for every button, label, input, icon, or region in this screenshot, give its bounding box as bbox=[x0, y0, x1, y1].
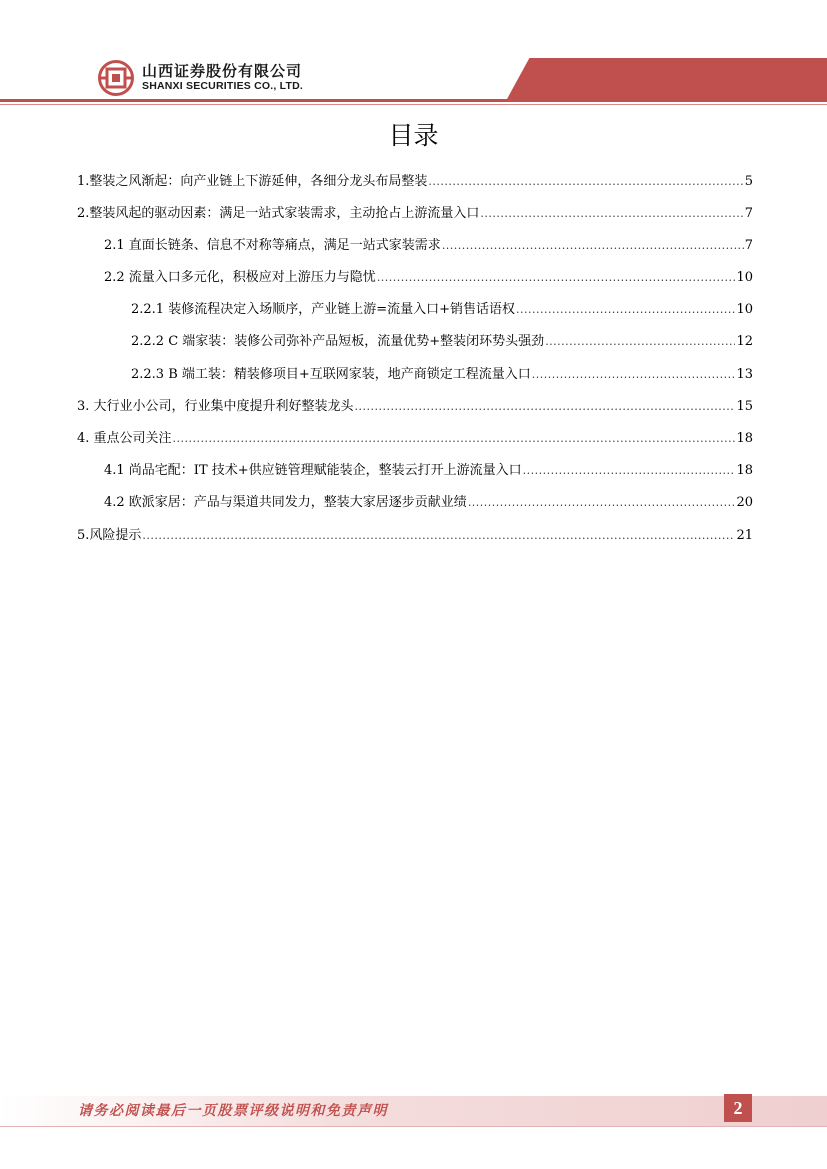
toc-leader-dots bbox=[516, 300, 735, 320]
toc-entry-page: 15 bbox=[736, 399, 753, 414]
toc-entry-page: 10 bbox=[736, 302, 753, 317]
company-logo bbox=[98, 58, 303, 98]
header-divider-thin bbox=[0, 104, 827, 105]
shanxi-securities-seal-icon bbox=[98, 60, 134, 96]
toc-entry-page: 18 bbox=[736, 463, 753, 478]
toc-entry-page: 12 bbox=[736, 334, 753, 349]
toc-entry-4-2[interactable] bbox=[104, 493, 753, 513]
footer-divider bbox=[0, 1126, 827, 1127]
toc-entry-page: 5 bbox=[744, 174, 753, 189]
disclaimer-notice: 请务必阅读最后一页股票评级说明和免责声明 bbox=[78, 1103, 388, 1119]
toc-entry-2-2-3[interactable] bbox=[131, 365, 753, 385]
toc-entry-title: 2.整装风起的驱动因素：满足一站式家装需求，主动抢占上游流量入口 bbox=[77, 206, 480, 221]
toc-entry-3[interactable] bbox=[77, 397, 753, 417]
toc-entry-2-2[interactable] bbox=[104, 268, 753, 288]
toc-entry-title: 2.1 直面长链条、信息不对称等痛点，满足一站式家装需求 bbox=[104, 238, 441, 253]
toc-leader-dots bbox=[480, 204, 743, 224]
toc-entry-4[interactable] bbox=[77, 429, 753, 449]
toc-entry-title: 4.1 尚品宅配：IT 技术+供应链管理赋能装企，整装云打开上游流量入口 bbox=[104, 463, 522, 478]
toc-entry-page: 7 bbox=[744, 238, 753, 253]
toc-entry-title: 2.2.2 C 端家装：装修公司弥补产品短板，流量优势+整装闭环势头强劲 bbox=[131, 334, 545, 349]
page-title: 目录 bbox=[388, 121, 439, 150]
toc-entry-page: 7 bbox=[744, 206, 753, 221]
company-name-en: SHANXI SECURITIES CO., LTD. bbox=[142, 80, 303, 92]
toc-entry-5[interactable] bbox=[77, 526, 753, 546]
toc-entry-title: 3. 大行业小公司，行业集中度提升利好整装龙头 bbox=[77, 399, 354, 414]
toc-entry-title: 1.整装之风渐起：向产业链上下游延伸，各细分龙头布局整装 bbox=[77, 174, 428, 189]
toc-leader-dots bbox=[355, 397, 736, 417]
toc-leader-dots bbox=[442, 236, 744, 256]
toc-entry-title: 4.2 欧派家居：产品与渠道共同发力，整装大家居逐步贡献业绩 bbox=[104, 495, 467, 510]
toc-entry-2[interactable] bbox=[77, 204, 753, 224]
toc-entry-page: 10 bbox=[736, 270, 753, 285]
toc-entry-page: 20 bbox=[736, 495, 753, 510]
toc-entry-2-2-1[interactable] bbox=[131, 300, 753, 320]
page-header bbox=[0, 0, 827, 112]
toc-leader-dots bbox=[377, 268, 736, 288]
toc-leader-dots bbox=[545, 332, 735, 352]
page-number: 2 bbox=[724, 1094, 752, 1122]
toc-leader-dots bbox=[468, 493, 736, 513]
toc-entry-2-1[interactable] bbox=[104, 236, 753, 256]
toc-entry-page: 13 bbox=[736, 367, 753, 382]
header-divider bbox=[0, 99, 827, 102]
toc-entry-title: 2.2.1 装修流程决定入场顺序，产业链上游=流量入口+销售话语权 bbox=[131, 302, 515, 317]
toc-entry-page: 21 bbox=[736, 528, 753, 543]
toc-entry-page: 18 bbox=[736, 431, 753, 446]
toc-entry-title: 4. 重点公司关注 bbox=[77, 431, 172, 446]
report-type-label: 行业研究/行业深度 bbox=[655, 16, 773, 32]
toc-entry-title: 2.2.3 B 端工装：精装修项目+互联网家装，地产商锁定工程流量入口 bbox=[131, 367, 531, 382]
company-name-cn: 山西证券股份有限公司 bbox=[142, 62, 303, 80]
toc-leader-dots bbox=[523, 461, 736, 481]
toc-entry-2-2-2[interactable] bbox=[131, 332, 753, 352]
toc-leader-dots bbox=[532, 365, 736, 385]
toc-entry-1[interactable] bbox=[77, 172, 753, 192]
toc-leader-dots bbox=[142, 526, 735, 546]
report-type-banner bbox=[507, 58, 827, 99]
toc-entry-title: 5.风险提示 bbox=[77, 528, 142, 543]
toc-entry-title: 2.2 流量入口多元化，积极应对上游压力与隐忧 bbox=[104, 270, 376, 285]
toc-leader-dots bbox=[428, 172, 743, 192]
toc-leader-dots bbox=[173, 429, 736, 449]
toc-entry-4-1[interactable] bbox=[104, 461, 753, 481]
